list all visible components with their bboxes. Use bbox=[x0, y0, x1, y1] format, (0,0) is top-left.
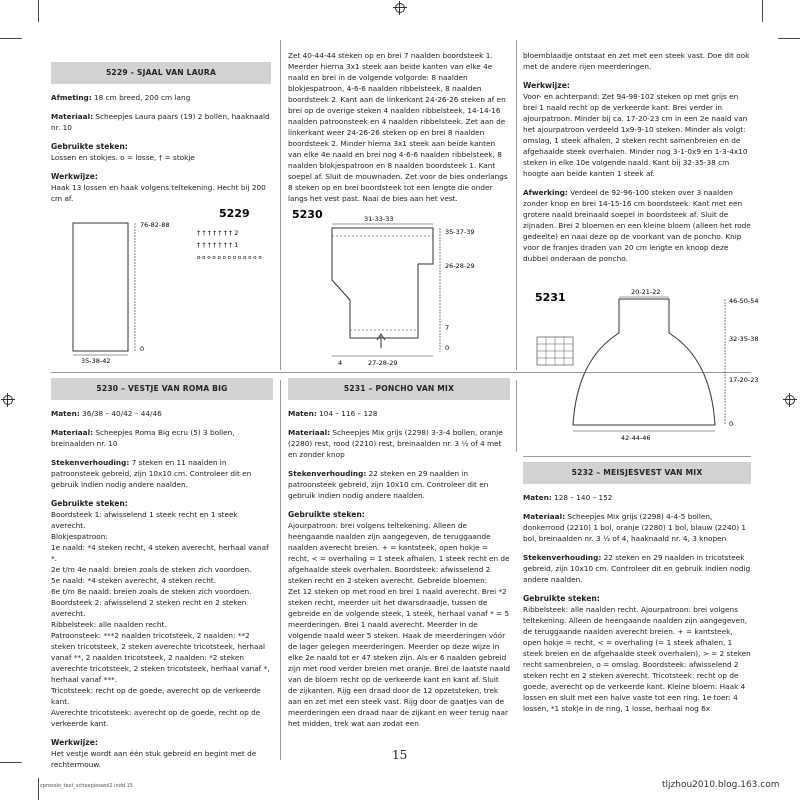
crop-mark bbox=[38, 0, 39, 22]
materiaal-line: Materiaal: Scheepjes Laura paars (19) 2 bollen, haaknaald nr. 10 bbox=[51, 112, 270, 132]
steken-line: Blokjespatroon: bbox=[51, 532, 108, 541]
section-header: 5231 – PONCHO VAN MIX bbox=[288, 378, 510, 400]
section-5230-continued bbox=[288, 50, 510, 204]
materiaal-line: Materiaal: Scheepjes Roma Big ecru (5) 3 bollen, breinaalden nr. 10 bbox=[51, 428, 235, 448]
afwerking-line: Afwerking: Verdeel de 92-96-100 steken over 3 naalden zonder knop en brei 14-15-16 cm boordsteek. Kant met een grotere naald breinaald soepel in boordsteek af. Sluit de zijnaden. Brei 2 bloemen en een kleine bloem (alleen het rode gedeelte) en naai deze op de voorkant van de poncho. Knip voor de franjes draden van 20 cm lengte en knoop deze dubbel onderaan de poncho. bbox=[523, 188, 751, 263]
werkwijze-heading: Werkwijze: bbox=[51, 738, 98, 747]
crop-mark bbox=[0, 38, 22, 39]
werkwijze-heading: Werkwijze: bbox=[523, 81, 570, 90]
dim-right: 0 bbox=[445, 344, 450, 352]
dim-right: 17-20-23 bbox=[729, 376, 759, 384]
steken-line: Boordsteek 2: afwisselend 2 steken recht en 2 steken averecht. bbox=[51, 598, 247, 618]
registration-mark bbox=[3, 395, 13, 405]
section-5231 bbox=[288, 378, 510, 729]
footer-file-info: cprosolo_text_scheepjeswol2.indd 15 bbox=[40, 783, 133, 789]
poncho-outline bbox=[573, 299, 715, 425]
stekenverhouding-line: Stekenverhouding: 22 steken en 29 naalden in tricotsteek gebreid, zijn 10x10 cm. Controleer dit en gebruik indien nodig andere naalden. bbox=[523, 553, 751, 584]
section-header: 5232 – MEISJESVEST VAN MIX bbox=[523, 462, 751, 484]
steken-line: 5e naald: *4 steken averecht, 4 steken recht. bbox=[51, 576, 217, 585]
steken-text: Lossen en stokjes. o = losse, † = stokje bbox=[51, 153, 195, 162]
steken-text: Ajourpatroon: brei volgens teltekening. Alleen de heengaande naalden zijn aangegeven, de teruggaande naalden averecht breien. + = kantsteek, open hokje = recht, < = overhaling = 1 steek afhalen, 1 steek recht en de afgehaalde steek overhalen. Boordsteek: afwisselend 2 steken recht en 2 steken averecht. Gebreide bloemen: bbox=[288, 521, 510, 585]
dim-width: 35-38-42 bbox=[81, 357, 111, 365]
bloemen-text: Zet 12 steken op met rood en brei 1 naald averecht. Brei *2 steken recht, meerder uit het dwarsdraadje, tussen de gebreide en de volgende steek, 1 steek, herhaal vanaf * = 5 meerderingen. Brei 1 naald averecht. Meerder in de volgende naald weer 5 steken. Haak de meerderingen vóór de lager gelegen meerderingen. Meerder op deze wijze in elke 2e naald tot er 47 steken zijn. Als er 6 naalden gebreid zijn met rood verder breien met oranje. Brei de laatste naald van de bloem recht op de verkeerde kant en kant af. Sluit de zijkanten. Rijg een draad door de 12 opzetsteken, trek aan en zet met een steek vast. Rijg door de gaatjes van de meerderingen een draad naar de zijkant en weer terug naar het midden, trek wat aan zodat een bbox=[288, 587, 511, 728]
dim-right: 7 bbox=[445, 324, 450, 332]
crop-mark bbox=[762, 0, 763, 22]
werkwijze-text: Haak 13 lossen en haak volgens teltekening. Hecht bij 200 cm af. bbox=[51, 183, 266, 203]
materiaal-line: Materiaal: Scheepjes Mix grijs (2298) 4-4-5 bollen, donkerrood (2210) 1 bol, oranje (2280) 1 bol, blauw (2240) 1 bol, breinaalden nr. 3 ½ of 4, haaknaald nr. 4, 3 knopen bbox=[523, 512, 747, 543]
diagram-label: 5229 bbox=[219, 207, 250, 220]
werkwijze-text: Voor- en achterpand: Zet 94-98-102 steken op met grijs en brei 1 naald recht op de verkeerde kant. Brei verder in ajourpatroon. Minder bij ca. 17-20-23 cm in een 2e naald van het ajourpatroon verdeeld 1x9-9-10 steken. Minder als volgt: omslag, 1 steek afhalen, 2 steken recht samenbreien en de afgehaalde steek overhalen. Minder nog 3-1-0x9 en 1-3-4x10 steken in elke 10e volgende naald. Kant bij 32-35-38 cm hoogte aan beide kanten 1 steek af. bbox=[523, 92, 748, 178]
crochet-chart-row: † † † † † † † 1 bbox=[197, 241, 239, 249]
vest-outline bbox=[332, 228, 433, 338]
steken-line: 1e naald: *4 steken recht, 4 steken averecht, herhaal vanaf *. bbox=[51, 543, 269, 563]
steken-line: Averechte tricotsteek: averecht op de goede, recht op de verkeerde kant. bbox=[51, 708, 261, 728]
section-5231-continued bbox=[523, 50, 751, 264]
crop-mark bbox=[0, 762, 22, 763]
steken-line: Patroonsteek: ***2 naalden tricotsteek, 2 naalden: **2 steken tricotsteek, 2 steken averechte tricotsteek, herhaal vanaf **, 2 naalden tricotsteek, 2 naalden: *2 steken averechte tricotsteek, 2 steken tricotsteek, herhaal vanaf *, herhaal vanaf ***. bbox=[51, 631, 270, 684]
section-header: 5229 - SJAAL VAN LAURA bbox=[51, 62, 271, 84]
dim-top: 31-33-33 bbox=[364, 215, 394, 223]
steken-line: Boordsteek 1: afwisselend 1 steek recht en 1 steek averecht. bbox=[51, 510, 238, 530]
section-rule bbox=[523, 456, 751, 457]
crochet-chart-row: o o o o o o o o o o o o o bbox=[197, 255, 262, 261]
dim-height: 76-82-88 bbox=[140, 221, 170, 229]
stekenverhouding-line: Stekenverhouding: 7 steken en 11 naalden in patroonsteek gebreid, zijn 10x10 cm. Controleer dit en gebruik indien nodig andere naalden. bbox=[51, 458, 252, 489]
diagram-label: 5230 bbox=[292, 208, 323, 221]
schematic-5230 bbox=[288, 208, 513, 368]
dim-bottom: 42-44-46 bbox=[621, 434, 651, 442]
materiaal-line: Materiaal: Scheepjes Mix grijs (2298) 3-3-4 bollen, oranje (2280) rest, rood (2210) rest, breinaalden nr. 3 ½ of 4 met en zonder knop bbox=[288, 428, 503, 459]
section-header: 5230 – VESTJE VAN ROMA BIG bbox=[51, 378, 273, 400]
maten-line: Maten: 128 – 140 – 152 bbox=[523, 493, 613, 502]
steken-heading: Gebruikte steken: bbox=[288, 510, 365, 519]
section-5232 bbox=[523, 462, 751, 714]
steken-heading: Gebruikte steken: bbox=[51, 499, 128, 508]
lace-chart bbox=[537, 337, 573, 365]
werkwijze-text: Het vestje wordt aan één stuk gebreid en begint met de rechtermouw. bbox=[51, 749, 257, 769]
steken-line: Tricotsteek: recht op de goede, averecht op de verkeerde kant. bbox=[51, 686, 261, 706]
column-divider bbox=[516, 380, 517, 452]
dim-right: 0 bbox=[729, 420, 734, 428]
steken-line: 6e t/m 8e naald: breien zoals de steken zich voordoen. bbox=[51, 587, 252, 596]
dim-bottom: 27-28-29 bbox=[368, 359, 398, 367]
steken-text: Ribbelsteek: alle naalden recht. Ajourpatroon: brei volgens teltekening. Alleen de heengaande naalden zijn aangegeven, de teruggaande naalden averecht breien. + = kantsteek, open hokje = recht, < = overhaling (= 1 steek afhalen, 1 steek breien en de afgehaalde steek overhalen), > = 2 steken recht samenbreien, o = omslag. Boordsteek: afwisselend 2 steken recht en 2 steken averecht. Tricotsteek: recht op de goede, averecht op de verkeerde kant. Kleine bloem: Haak 4 lossen en sluit met een halve vaste tot een ring. 1e toer: 4 lossen, *1 stokje in de ring, 1 losse, herhaal nog 6x bbox=[523, 605, 751, 713]
stekenverhouding-line: Stekenverhouding: 22 steken en 29 naalden in patroonsteek gebreid, zijn 10x10 cm. Controleer dit en gebruik indien nodig andere naalden. bbox=[288, 469, 489, 500]
dim-left: 4 bbox=[338, 359, 343, 367]
steken-heading: Gebruikte steken: bbox=[523, 594, 600, 603]
steken-line: Ribbelsteek: alle naalden recht. bbox=[51, 620, 167, 629]
dim-right: 46-50-54 bbox=[729, 297, 759, 305]
dim-right: 32-35-38 bbox=[729, 335, 759, 343]
dim-right: 26-28-29 bbox=[445, 262, 475, 270]
scarf-outline bbox=[73, 223, 128, 351]
steken-heading: Gebruikte steken: bbox=[51, 142, 128, 151]
afmeting-line: Afmeting: 18 cm breed, 200 cm lang bbox=[51, 93, 191, 102]
schematic-5231 bbox=[523, 285, 759, 445]
crop-mark bbox=[778, 38, 800, 39]
werkwijze-heading: Werkwijze: bbox=[51, 172, 98, 181]
schematic-5229 bbox=[51, 205, 276, 370]
column-divider bbox=[280, 40, 281, 370]
dim-right: 35-37-39 bbox=[445, 228, 475, 236]
maten-line: Maten: 104 – 116 – 128 bbox=[288, 409, 378, 418]
dim-top: 20-21-22 bbox=[631, 288, 661, 296]
maten-line: Maten: 36/38 – 40/42 – 44/46 bbox=[51, 409, 162, 418]
registration-mark bbox=[395, 3, 405, 13]
column-divider bbox=[516, 40, 517, 370]
registration-mark bbox=[785, 395, 795, 405]
bloemen-continued: bloemblaadje ontstaat en zet met een steek vast. Doe dit ook met de andere rijen meerderingen. bbox=[523, 51, 750, 71]
werkwijze-continued: Zet 40-44-44 steken op en brei 7 naalden boordsteek 1. Meerder hierna 3x1 steek aan beide kanten van elke 4e naald en brei in de volgende volgorde: 8 naalden blokjespatroon, 4-6-6 naalden ribbelsteek, 8 naalden boordsteek 2. Kant aan de linkerkant 24-26-26 steken af en brei op de overige steken 4 naalden ribbelsteek, 14-14-16 naalden patroonsteek en 4 naalden ribbelsteek. Zet aan de linkerkant weer 24-26-26 steken op en brei 8 naalden boordsteek 2. Minder hierna 3x1 steek aan beide kanten van elke 4e naald en brei nog 4-6-6 naalden ribbelsteek, 8 naalden blokjespatroon en 8 naalden boordsteek 1. Kant soepel af. Sluit de mouwnaden. Zet voor de bies onderlangs 8 steken op en brei boordsteek tot een lengte die onder langs het vest past. Naai de bies aan het vest. bbox=[288, 51, 508, 203]
section-5229 bbox=[51, 62, 271, 204]
section-5230 bbox=[51, 378, 273, 770]
steken-line: 2e t/m 4e naald: breien zoals de steken zich voordoen. bbox=[51, 565, 252, 574]
crochet-chart-row: † † † † † † † 2 bbox=[197, 229, 239, 237]
column-divider bbox=[280, 380, 281, 760]
crop-mark bbox=[38, 778, 39, 800]
watermark: tljzhou2010.blog.163.com bbox=[662, 780, 780, 790]
page-number: 15 bbox=[392, 748, 408, 762]
diagram-label: 5231 bbox=[535, 291, 566, 304]
dim-zero: 0 bbox=[140, 345, 145, 353]
